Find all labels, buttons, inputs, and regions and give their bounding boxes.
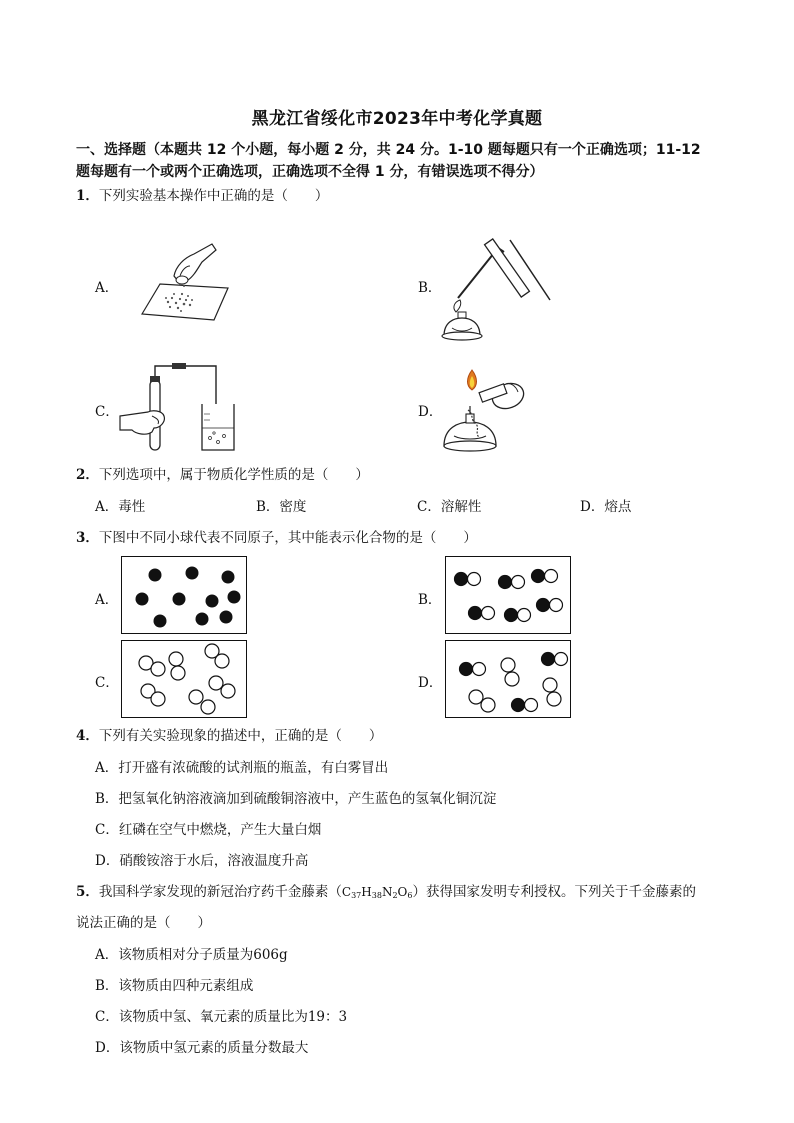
question-1: [76, 186, 328, 206]
q3-option-a-label: A．: [95, 592, 119, 608]
question-4: [76, 726, 382, 746]
q1-option-b-label: B．: [418, 280, 442, 296]
q3-option-c-label: C．: [95, 675, 119, 691]
q2-option-d: D．熔点: [580, 499, 632, 515]
q3-option-d-molecule-box: [445, 640, 571, 718]
q3-option-d-label: D．: [418, 675, 443, 691]
heating-test-tube-illustration: [438, 228, 558, 348]
question-stem-part-a: 我国科学家发现的新冠治疗药千金藤素（: [98, 884, 342, 900]
page-title: 黑龙江省绥化市2023年中考化学真题: [251, 109, 543, 129]
section-heading-line1: 一、选择题（本题共 12 个小题，每小题 2 分，共 24 分。1-10 题每题只有一个正确选项；11-12: [76, 142, 701, 158]
q2-option-a: A．毒性: [95, 499, 146, 515]
question-stem: 下图中不同小球代表不同原子，其中能表示化合物的是（ ）: [98, 530, 477, 546]
lighting-alcohol-lamp-illustration: [440, 362, 540, 454]
q4-option-b: B．把氢氧化钠溶液滴加到硫酸铜溶液中，产生蓝色的氢氧化铜沉淀: [95, 791, 497, 807]
question-number: 3．: [76, 530, 99, 546]
q1-option-c-label: C．: [95, 404, 119, 420]
q4-option-d: D．硝酸铵溶于水后，溶液温度升高: [95, 853, 309, 869]
question-5: [76, 882, 696, 906]
chemical-formula: $C_{37}H_{38}N_2O_6$: [341, 885, 413, 900]
q2-option-b: B．密度: [256, 499, 307, 515]
powder-pinching-illustration: [132, 236, 232, 326]
q1-option-d-label: D．: [418, 404, 443, 420]
q3-option-b-molecule-box: [445, 556, 571, 634]
q5-option-c: C．该物质中氢、氧元素的质量比为19：3: [95, 1009, 348, 1025]
question-number: 2．: [76, 467, 99, 483]
question-5-continued: 说法正确的是（ ）: [76, 915, 211, 931]
q2-option-c: C．溶解性: [417, 499, 482, 515]
section-heading: [76, 139, 756, 183]
q3-option-a-molecule-box: [121, 556, 247, 634]
question-number: 4．: [76, 728, 99, 744]
question-2: [76, 465, 369, 485]
q5-option-b: B．该物质由四种元素组成: [95, 978, 254, 994]
q4-option-a: A．打开盛有浓硫酸的试剂瓶的瓶盖，有白雾冒出: [95, 760, 389, 776]
question-stem: 下列实验基本操作中正确的是（ ）: [98, 188, 329, 204]
question-stem: 下列选项中，属于物质化学性质的是（ ）: [98, 467, 369, 483]
q1-option-a-label: A．: [95, 280, 119, 296]
question-3: [76, 528, 477, 548]
q4-option-c: C．红磷在空气中燃烧，产生大量白烟: [95, 822, 322, 838]
question-stem: 下列有关实验现象的描述中，正确的是（ ）: [98, 728, 383, 744]
q5-option-a: A．该物质相对分子质量为606g: [95, 947, 288, 963]
section-heading-line2: 题每题有一个或两个正确选项，正确选项不全得 1 分，有错误选项不得分）: [76, 164, 544, 180]
question-stem-part-b: ）获得国家发明专利授权。下列关于千金藤素的: [412, 884, 696, 900]
q5-option-d: D．该物质中氢元素的质量分数最大: [95, 1040, 309, 1056]
question-number: 5．: [76, 884, 99, 900]
airtightness-check-illustration: [118, 358, 248, 454]
q3-option-b-label: B．: [418, 592, 442, 608]
q3-option-c-molecule-box: [121, 640, 247, 718]
question-number: 1．: [76, 188, 99, 204]
